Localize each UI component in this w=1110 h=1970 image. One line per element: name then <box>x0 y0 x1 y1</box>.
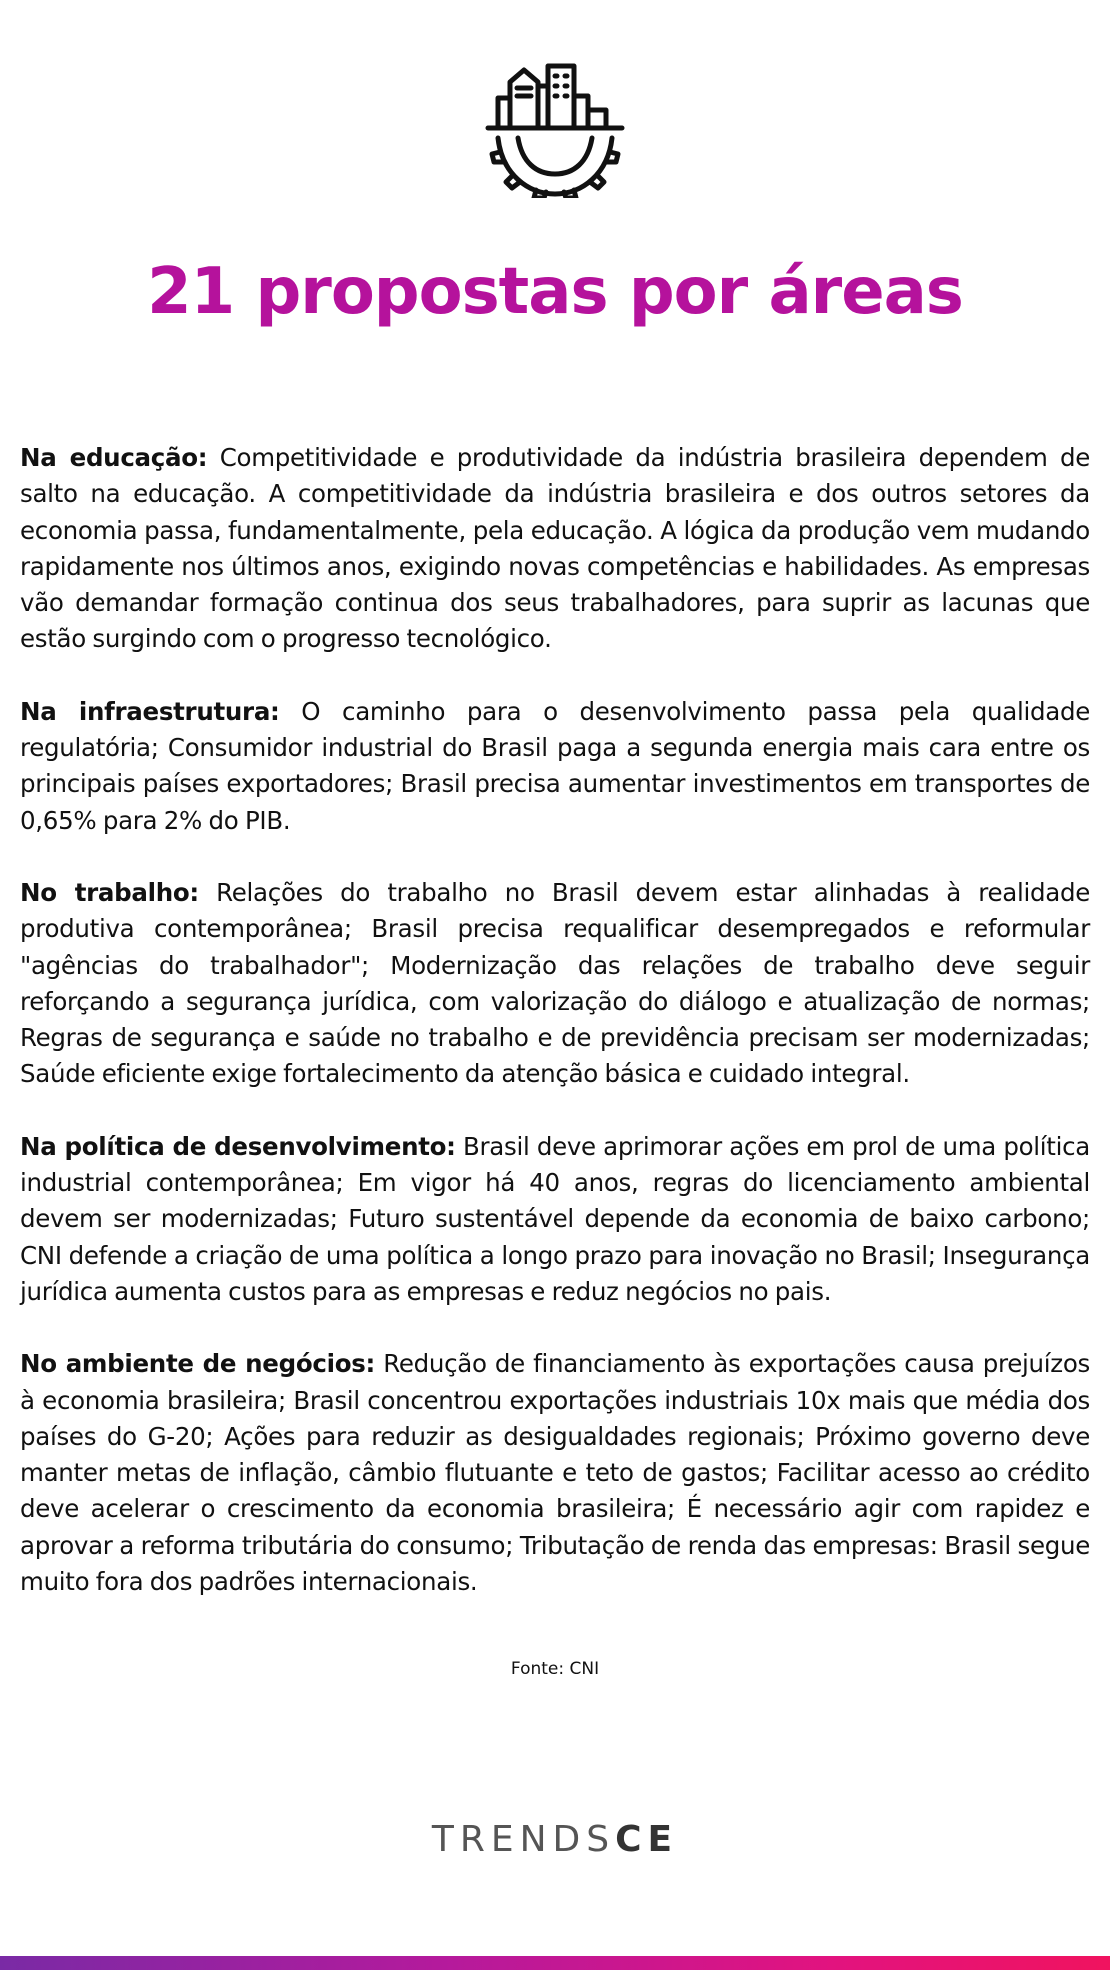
source-note: Fonte: CNI <box>510 1659 600 1679</box>
section-heading: Na educação: <box>20 443 208 472</box>
section-heading: Na infraestrutura: <box>20 696 280 726</box>
brand-logo-light: TRENDS <box>431 1819 616 1860</box>
page-title: 21 propostas por áreas <box>147 255 963 329</box>
city-gear-icon <box>484 62 626 198</box>
section-labor <box>20 875 1090 1093</box>
section-heading: Na política de desenvolvimento: <box>20 1131 456 1161</box>
section-text: Redução de financiamento às exportações causa prejuízos à economia brasileira; Brasil concentrou exportações industriais 10x mais que média dos países do G-20; Ações para reduzir as desigualdades regionais; Próximo governo deve manter metas de inflação, câmbio flutuante e teto de gastos; Facilitar acesso ao crédito deve acelerar o crescimento da economia brasileira; É necessário agir com rapidez e aprovar a reforma tributária do consumo; Tributação de renda das empresas: Brasil segue muito fora dos padrões internacionais. <box>20 1349 1090 1597</box>
proposals-body <box>20 440 1090 1636</box>
section-text: Relações do trabalho no Brasil devem estar alinhadas à realidade produtiva contemporânea; Brasil precisa requalificar desempregados e reformular "agências do trabalhador"; Modernização das relações de trabalho deve seguir reforçando a segurança jurídica, com valorização do diálogo e atualização de normas; Regras de segurança e saúde no trabalho e de previdência precisam ser modernizadas; Saúde eficiente exige fortalecimento da atenção básica e cuidado integral. <box>20 877 1090 1089</box>
brand-logo-bold: CE <box>615 1819 679 1860</box>
section-text: Competitividade e produtividade da indústria brasileira dependem de salto na educação. A competitividade da indústria brasileira e dos outros setores da economia passa, fundamentalmente, pela educação. A lógica da produção vem mudando rapidamente nos últimos anos, exigindo novas competências e habilidades. As empresas vão demandar formação continua dos seus trabalhadores, para suprir as lacunas que estão surgindo com o progresso tecnológico. <box>20 443 1090 654</box>
section-heading: No ambiente de negócios: <box>20 1349 376 1379</box>
section-heading: No trabalho: <box>20 877 199 907</box>
section-development-policy <box>20 1129 1090 1310</box>
section-education <box>20 440 1090 658</box>
section-text: O caminho para o desenvolvimento passa pela qualidade regulatória; Consumidor industrial do Brasil paga a segunda energia mais cara entre os principais países exportadores; Brasil precisa aumentar investimentos em transportes de 0,65% para 2% do PIB. <box>20 696 1090 835</box>
section-text: Brasil deve aprimorar ações em prol de uma política industrial contemporânea; Em vigor há 40 anos, regras do licenciamento ambiental devem ser modernizadas; Futuro sustentável depende da economia de baixo carbono; CNI defende a criação de uma política a longo prazo para inovação no Brasil; Insegurança jurídica aumenta custos para as empresas e reduz negócios no pais. <box>20 1131 1090 1306</box>
gradient-bar <box>0 1956 1110 1970</box>
section-infrastructure <box>20 694 1090 839</box>
section-business-environment <box>20 1346 1090 1600</box>
brand-logo <box>0 1818 1110 1862</box>
